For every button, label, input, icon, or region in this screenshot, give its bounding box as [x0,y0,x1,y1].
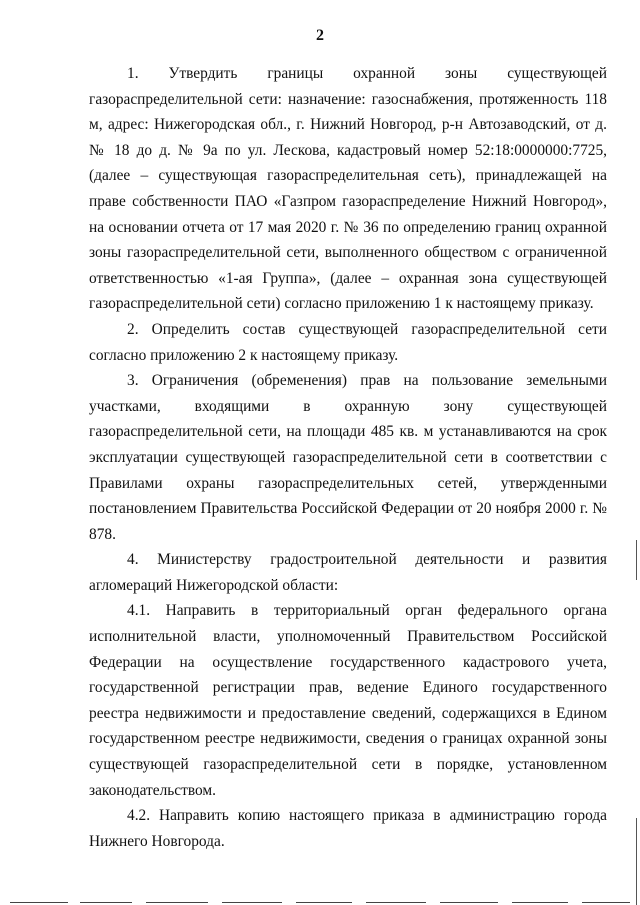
paragraph-2: 2. Определить состав существующей газораспределительной сети согласно приложению 2 к настоящему приказу. [89,320,607,364]
scan-bottom-rule [10,902,68,903]
scan-bottom-rule [146,902,208,903]
scan-bottom-rule [80,902,132,903]
scan-bottom-rule [222,902,282,903]
paragraph-4-2: 4.2. Направить копию настоящего приказа в администрацию города Нижнего Новгорода. [89,807,607,850]
scan-edge-line [636,818,637,905]
page-number: 2 [316,27,324,44]
scan-bottom-rule [296,902,352,903]
scan-edge-line [636,540,637,580]
paragraph-3: 3. Ограничения (обременения) прав на пользование земельными участками, входящими в охранную зону существующей газораспределительной сети, на площади 485 кв. м устанавливаются на срок эксплуатации существующей газораспределительной сети в соответствии с Правилами охраны газораспределительных сетей, утвержденными постановлением Правительства Российской Федерации от 20 ноября 2000 г. № 878. [89,372,607,543]
scan-bottom-rule [582,902,630,903]
scan-bottom-rule [440,902,498,903]
paragraph-1: 1. Утвердить границы охранной зоны существующей газораспределительной сети: назначение: газоснабжения, протяженность 118 м, адрес: Нижегородская обл., г. Нижний Новгород, р-н Автозаводский, от д. № 18 до д. № 9а по ул. Лескова, кадастровый номер 52:18:0000000:7725, (далее – существующая газораспределительная сеть), принадлежащей на праве собственности ПАО «Газпром газораспределение Нижний Новгород», на основании отчета от 17 мая 2020 г. № 36 по определению границ охранной зоны газораспределительной сети, выполненного обществом с ограниченной ответственностью «1-ая Группа», (далее – охранная зона существующей газораспределительной сети) согласно приложению 1 к настоящему приказу. [89,65,607,313]
scan-bottom-rule [512,902,568,903]
paragraph-4-1: 4.1. Направить в территориальный орган федерального органа исполнительной власти, уполномоченный Правительством Российской Федерации на осуществление государственного кадастрового учета, государственной регистрации прав, ведение Единого государственного реестра недвижимости и предоставление сведений, содержащихся в Едином государственном реестре недвижимости, сведения о границах охранной зоны существующей газораспределительной сети в порядке, установленном законодательством. [89,602,607,799]
paragraph-4: 4. Министерству градостроительной деятельности и развития агломераций Нижегородской области: [89,551,607,594]
document-body [89,61,607,854]
scan-bottom-rule [366,902,426,903]
